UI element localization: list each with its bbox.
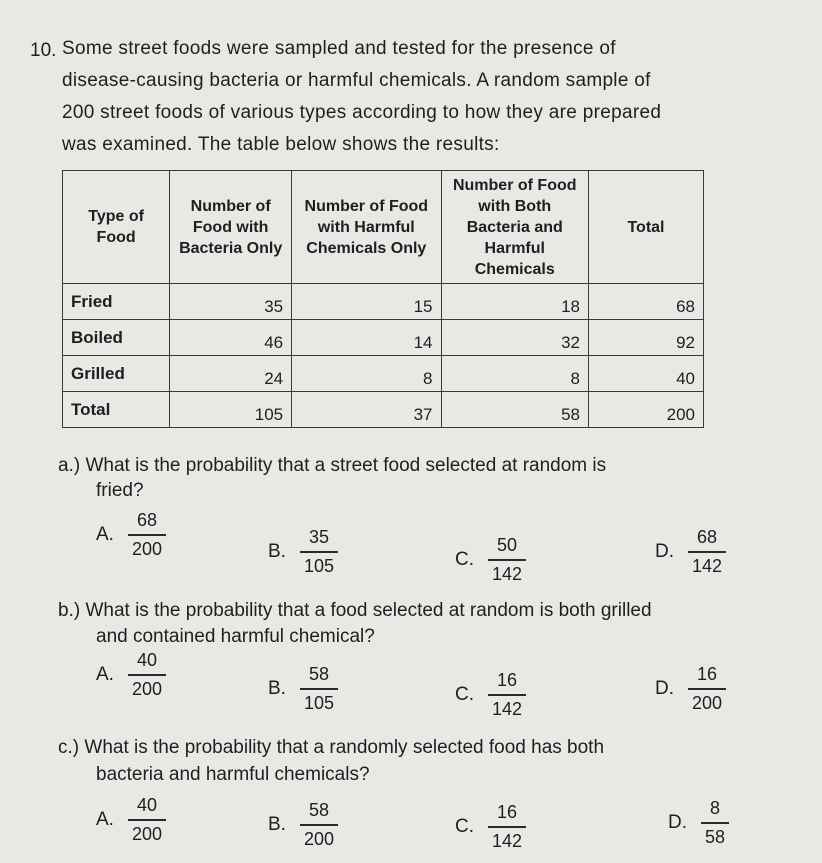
denominator: 142 (492, 563, 523, 584)
choice-letter: D. (655, 677, 674, 699)
cell-total: 92 (588, 320, 703, 356)
row-type: Fried (63, 284, 170, 320)
choice-letter: B. (268, 677, 286, 699)
question-a-cont: fried? (96, 480, 144, 501)
numerator: 58 (308, 664, 329, 684)
choice-c-b[interactable] (268, 800, 338, 850)
choice-letter: D. (668, 811, 687, 833)
choice-letter: B. (268, 813, 286, 835)
numerator: 68 (136, 510, 157, 530)
choice-a-c[interactable] (455, 535, 526, 585)
numerator: 16 (697, 664, 718, 684)
question-c-cont: bacteria and harmful chemicals? (96, 764, 370, 785)
choice-b-c[interactable] (455, 670, 526, 720)
header-type: Type of Food (63, 171, 170, 284)
denominator: 105 (303, 555, 334, 576)
denominator: 200 (131, 823, 162, 844)
cell-bacteria: 24 (170, 356, 292, 392)
numerator: 68 (697, 527, 718, 547)
table-row (63, 320, 704, 356)
cell-chemicals: 37 (292, 392, 441, 428)
choice-letter: C. (455, 683, 474, 705)
cell-chemicals: 14 (292, 320, 441, 356)
choice-letter: A. (96, 663, 114, 685)
choice-b-a[interactable] (96, 650, 166, 700)
fraction (488, 802, 526, 852)
intro-line-4: was examined. The table below shows the results: (62, 134, 500, 155)
choice-c-d[interactable] (668, 798, 729, 848)
numerator: 8 (710, 798, 721, 818)
denominator: 142 (492, 830, 523, 851)
cell-both: 8 (441, 356, 588, 392)
denominator: 200 (303, 828, 334, 849)
question-b-cont: and contained harmful chemical? (96, 626, 375, 647)
row-type: Grilled (63, 356, 170, 392)
numerator: 35 (308, 527, 329, 547)
fraction (128, 795, 166, 845)
table-row (63, 284, 704, 320)
intro-line-2: disease-causing bacteria or harmful chemicals. A random sample of (62, 70, 651, 91)
results-table (62, 170, 704, 428)
cell-total: 68 (588, 284, 703, 320)
denominator: 200 (692, 692, 723, 713)
choice-a-b[interactable] (268, 527, 338, 577)
intro-line-1: Some street foods were sampled and tested for the presence of (62, 38, 616, 59)
question-c: c.) What is the probability that a randomly selected food has both (58, 737, 605, 758)
cell-total: 200 (588, 392, 703, 428)
fraction (688, 527, 726, 577)
numerator: 40 (136, 795, 157, 815)
header-both: Number of Food with Both Bacteria and Harmful Chemicals (441, 171, 588, 284)
intro-line-3: 200 street foods of various types according to how they are prepared (62, 102, 662, 123)
header-total: Total (588, 171, 703, 284)
fraction (128, 510, 166, 560)
question-number: 10. (30, 40, 57, 61)
cell-both: 18 (441, 284, 588, 320)
fraction (701, 798, 729, 848)
cell-chemicals: 8 (292, 356, 441, 392)
header-chemicals: Number of Food with Harmful Chemicals Only (292, 171, 441, 284)
fraction (688, 664, 726, 714)
numerator: 50 (497, 535, 518, 555)
fraction (488, 670, 526, 720)
fraction (488, 535, 526, 585)
numerator: 16 (497, 670, 518, 690)
choice-letter: C. (455, 815, 474, 837)
choice-c-c[interactable] (455, 802, 526, 852)
table-row (63, 392, 704, 428)
cell-bacteria: 46 (170, 320, 292, 356)
choice-a-d[interactable] (655, 527, 726, 577)
cell-chemicals: 15 (292, 284, 441, 320)
fraction (128, 650, 166, 700)
fraction (300, 664, 338, 714)
question-b: b.) What is the probability that a food selected at random is both grilled (58, 600, 652, 621)
denominator: 200 (131, 538, 162, 559)
cell-total: 40 (588, 356, 703, 392)
numerator: 16 (497, 802, 518, 822)
choice-c-a[interactable] (96, 795, 166, 845)
choice-a-a[interactable] (96, 510, 166, 560)
choice-letter: A. (96, 808, 114, 830)
denominator: 142 (492, 698, 523, 719)
cell-both: 32 (441, 320, 588, 356)
denominator: 58 (705, 826, 726, 847)
choice-letter: D. (655, 540, 674, 562)
cell-bacteria: 35 (170, 284, 292, 320)
table-row (63, 356, 704, 392)
header-bacteria: Number of Food with Bacteria Only (170, 171, 292, 284)
row-type: Boiled (63, 320, 170, 356)
choice-letter: B. (268, 540, 286, 562)
choice-b-b[interactable] (268, 664, 338, 714)
fraction (300, 800, 338, 850)
denominator: 142 (692, 555, 723, 576)
choice-b-d[interactable] (655, 664, 726, 714)
numerator: 58 (308, 800, 329, 820)
row-type: Total (63, 392, 170, 428)
question-a: a.) What is the probability that a street food selected at random is (58, 455, 607, 476)
denominator: 105 (303, 692, 334, 713)
numerator: 40 (136, 650, 157, 670)
table-header-row (63, 171, 704, 284)
cell-bacteria: 105 (170, 392, 292, 428)
denominator: 200 (131, 678, 162, 699)
choice-letter: C. (455, 548, 474, 570)
fraction (300, 527, 338, 577)
cell-both: 58 (441, 392, 588, 428)
choice-letter: A. (96, 523, 114, 545)
